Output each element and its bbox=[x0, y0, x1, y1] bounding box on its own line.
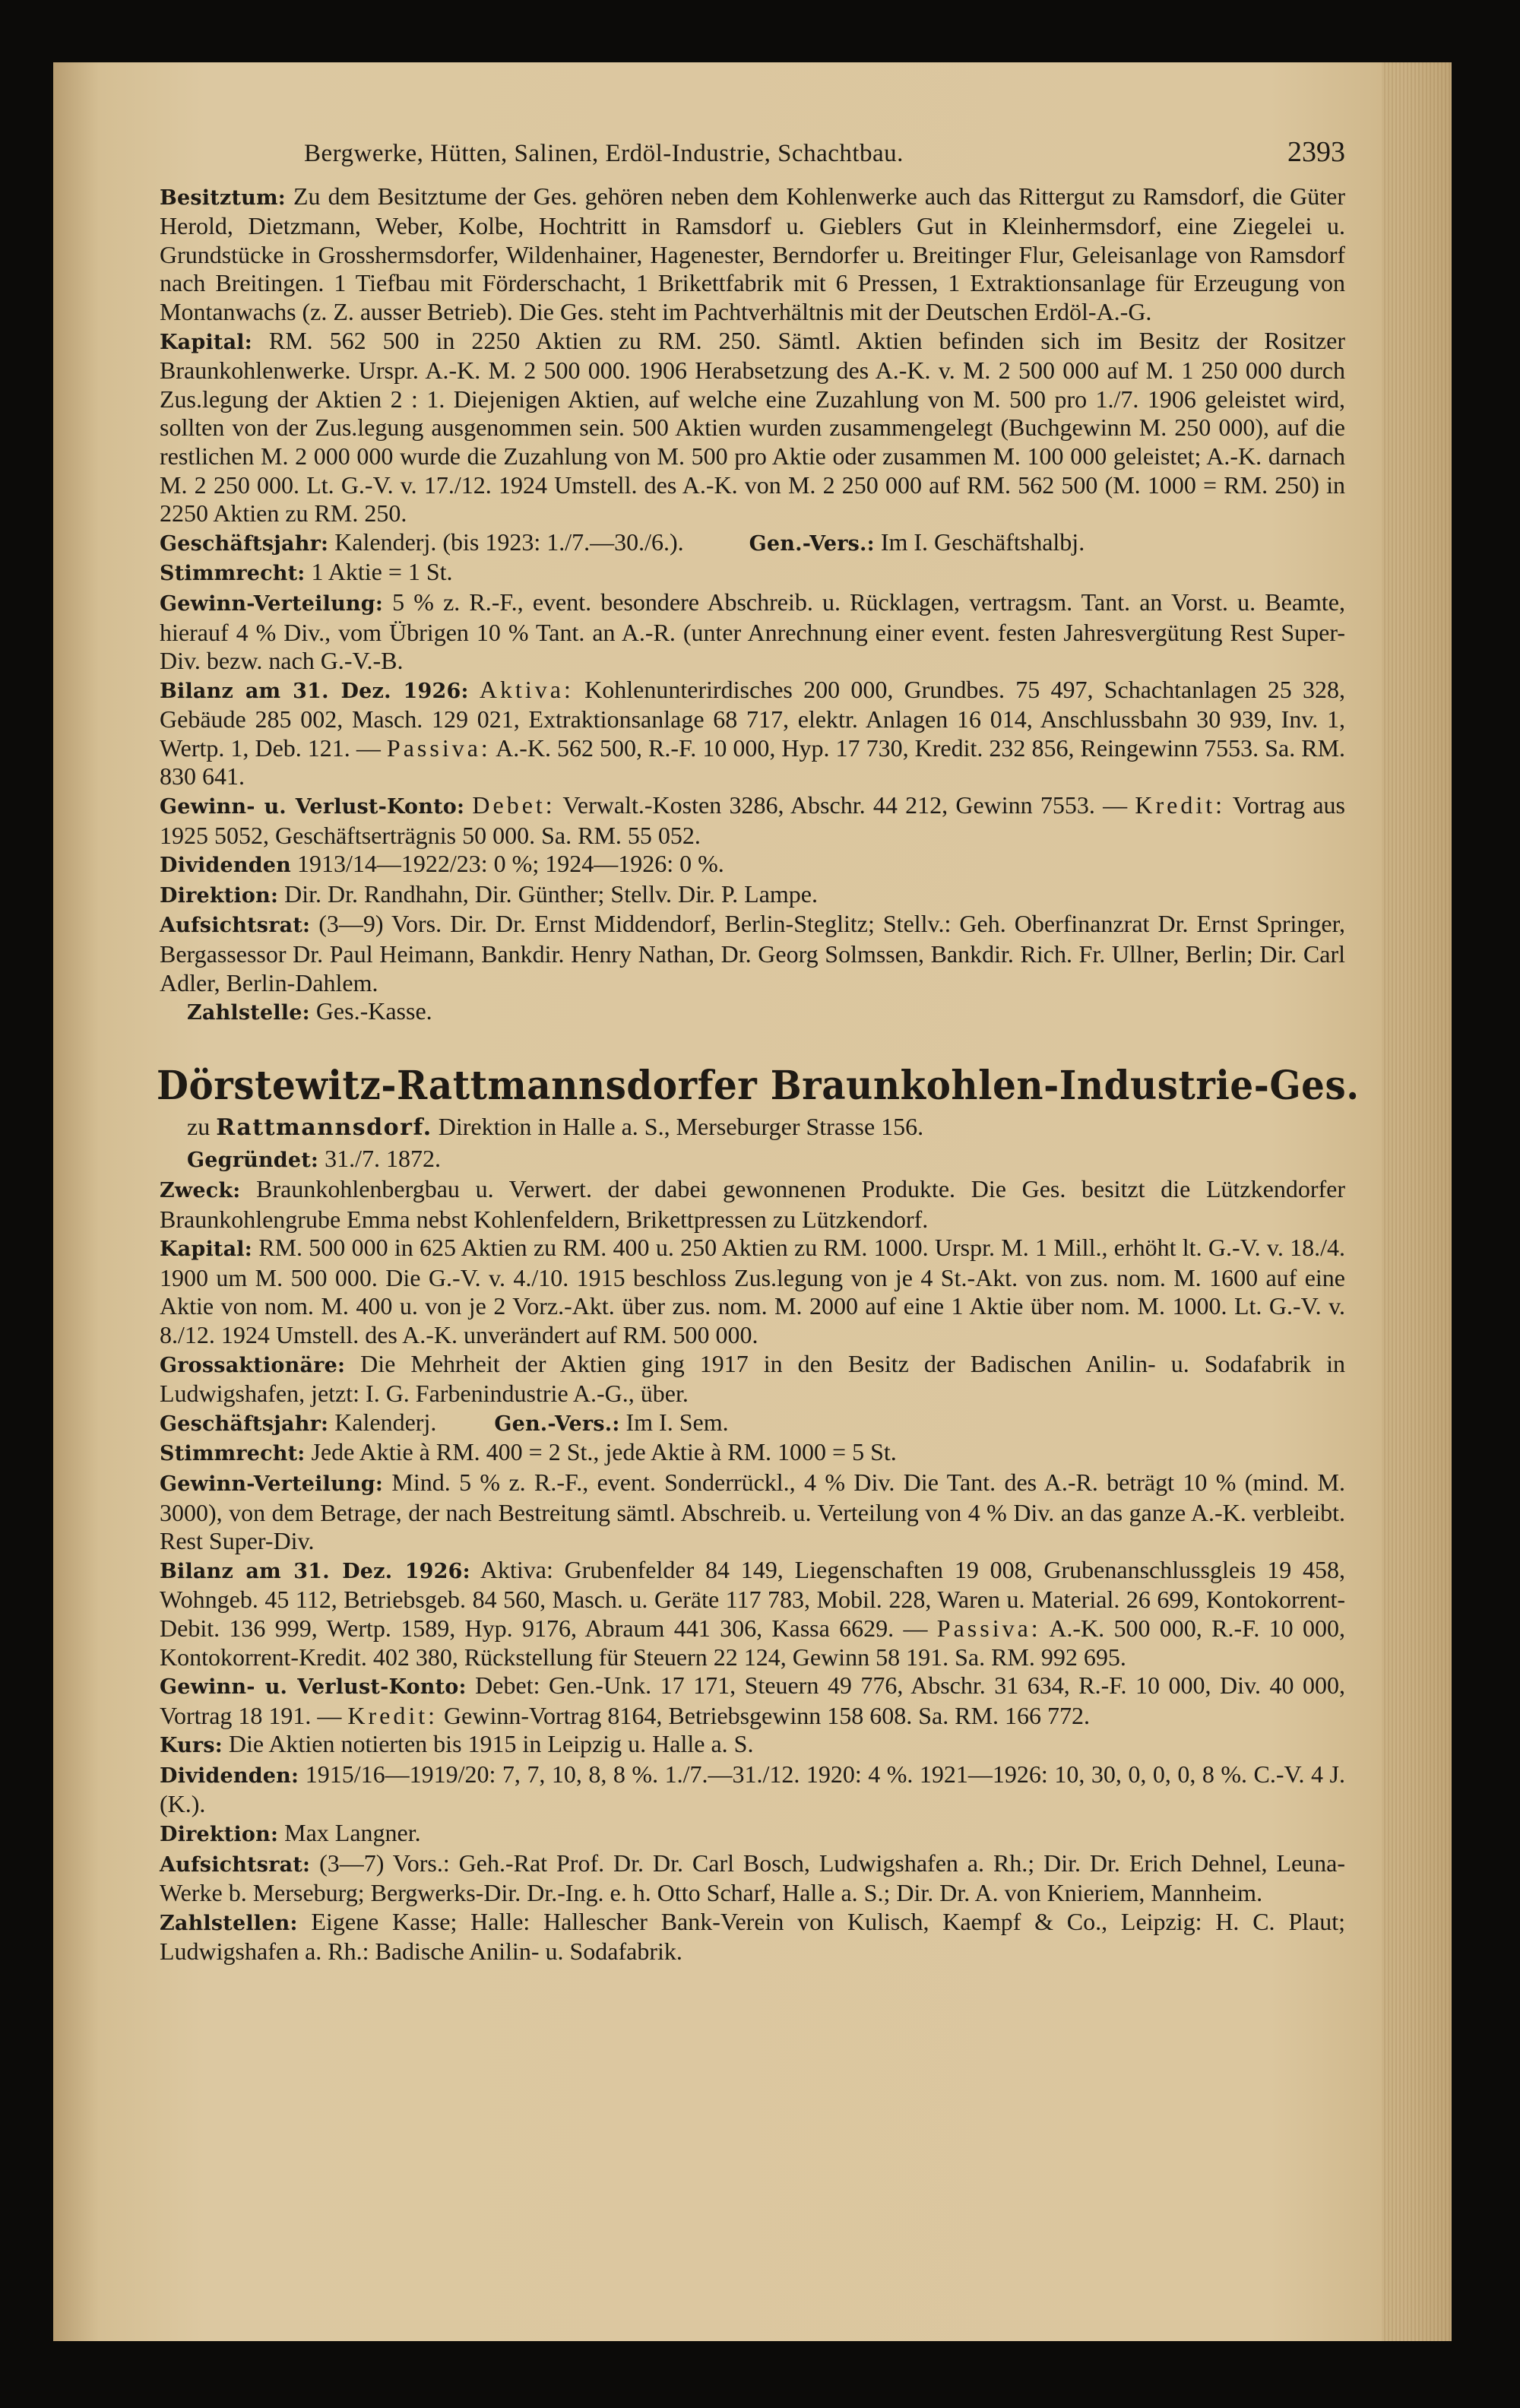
direktion2-text: Max Langner. bbox=[284, 1819, 421, 1847]
zweck-label: Zweck: bbox=[160, 1179, 241, 1202]
dividenden-label: Dividenden bbox=[160, 854, 291, 878]
zweck-text: Braunkohlenbergbau u. Verwert. der dabei gewonnenen Produkte. Die Ges. besitzt die Lützkendorfer Braunkohlengrube Emma nebst Kohlenfeldern, Brikettpressen zu Lützkendorf. bbox=[160, 1175, 1346, 1233]
geschaeftsjahr2-text: Kalenderj. bbox=[334, 1408, 437, 1436]
stimmrecht-text: 1 Aktie = 1 St. bbox=[311, 558, 453, 586]
dividenden2-label: Dividenden: bbox=[160, 1763, 299, 1788]
guv2-label: Gewinn- u. Verlust-Konto: bbox=[160, 1675, 467, 1700]
aktiva-text: Kohlenunterirdisches 200 000, Grundbes. 75 497, Schachtanlagen 25 328, Gebäude 285 002, Masch. 129 021, Extraktionsanlage 68 717, elektr. Anlagen 16 014, Anschlussbahn 30 939, Inv. 1, Wertp. 1, Deb. 121. — bbox=[160, 675, 1346, 762]
guv2-paragraph bbox=[160, 1671, 1345, 1730]
aufsichtsrat-label: Aufsichtsrat: bbox=[160, 914, 311, 938]
genvers-label: Gen.-Vers.: bbox=[749, 531, 875, 556]
debet2-text: Gen.-Unk. 17 171, Steuern 49 776, Abschr. 31 634, R.-F. 10 000, Div. 40 000, Vortrag 18 191. — bbox=[160, 1671, 1346, 1729]
grossaktionaere-text: Die Mehrheit der Aktien ging 1917 in den Besitz der Badischen Anilin- u. Sodafabrik in Ludwigshafen, jetzt: I. G. Farbenindustrie A.-G., über. bbox=[160, 1349, 1346, 1408]
kapital-label: Kapital: bbox=[160, 330, 252, 354]
stimmrecht2-label: Stimmrecht: bbox=[160, 1442, 306, 1466]
kapital-text: RM. 562 500 in 2250 Aktien zu RM. 250. Sämtl. Aktien befinden sich im Besitz der Rositzer Braunkohlenwerke. Urspr. A.-K. M. 2 500 000. 1906 Herabsetzung des A.-K. v. M. 2 500 000 auf M. 1 250 000 durch Zus.legung der Aktien 2 : 1. Diejenigen Aktien, auf welche eine Zuzahlung von M. 500 pro 1./7. 1906 geleistet wird, sollten von der Zus.legung ausgenommen sein. 500 Aktien wurden zusammengelegt (Buchgewinn M. 250 000), auf die restlichen M. 2 000 000 wurde die Zuzahlung von M. 500 pro Aktie oder zusammen M. 100 000 geleistet; A.-K. darnach M. 2 250 000. Lt. G.-V. v. 17./12. 1924 Umstell. des A.-K. von M. 2 250 000 auf RM. 562 500 (M. 1000 = RM. 250) in 2250 Aktien zu RM. 250. bbox=[160, 326, 1346, 528]
aufsichtsrat-text: (3—9) Vors. Dir. Dr. Ernst Middendorf, Berlin-Steglitz; Stellv.: Geh. Oberfinanzrat Dr. Ernst Springer, Bergassessor Dr. Paul Heimann, Bankdir. Henry Nathan, Dr. Georg Solmssen, Bankdir. Rich. Fr. Ullner, Berlin; Dir. Carl Adler, Berlin-Dahlem. bbox=[160, 910, 1346, 996]
aufsichtsrat2-label: Aufsichtsrat: bbox=[160, 1852, 311, 1877]
book-page bbox=[53, 62, 1452, 2341]
kredit-text: Vortrag aus 1925 5052, Geschäftserträgnis 50 000. Sa. RM. 55 052. bbox=[160, 791, 1345, 849]
besitztum-label: Besitztum: bbox=[160, 185, 286, 210]
dividenden-text: 1913/14—1922/23: 0 %; 1924—1926: 0 %. bbox=[297, 850, 724, 878]
besitztum-paragraph bbox=[160, 182, 1345, 327]
kapital2-text: RM. 500 000 in 625 Aktien zu RM. 400 u. 250 Aktien zu RM. 1000. Urspr. M. 1 Mill., erhöht lt. G.-V. v. 18./4. 1900 um M. 500 000. Die G.-V. v. 4./10. 1915 beschloss Zus.legung von je 4 St.-Akt. von zus. nom. M. 1600 auf eine Aktie von nom. M. 400 u. von je 2 Vorz.-Akt. über zus. nom. M. 2000 auf eine 1 Aktie über nom. M. 1000. Lt. G.-V. v. 8./12. 1924 Umstell. des A.-K. unverändert auf RM. 500 000. bbox=[160, 1234, 1346, 1348]
page-header bbox=[160, 138, 1345, 169]
bilanz-paragraph bbox=[160, 676, 1345, 791]
page-content bbox=[157, 136, 1360, 1966]
grossaktionaere-paragraph bbox=[160, 1350, 1345, 1408]
passiva2-label: Passiva: bbox=[936, 1614, 1041, 1642]
passiva-label: Passiva: bbox=[386, 733, 491, 762]
location-prefix: zu bbox=[187, 1112, 211, 1140]
kapital2-paragraph bbox=[160, 1234, 1345, 1349]
bilanz2-label: Bilanz am 31. Dez. 1926: bbox=[160, 1559, 470, 1583]
genvers-text: Im I. Geschäftshalbj. bbox=[880, 528, 1085, 556]
gewinn2-paragraph bbox=[160, 1469, 1345, 1556]
page-edge-shading bbox=[1382, 62, 1452, 2341]
kapital2-label: Kapital: bbox=[160, 1237, 252, 1262]
aktiva-label: Aktiva: bbox=[479, 675, 574, 703]
aktiva2-label: Aktiva: bbox=[480, 1555, 553, 1583]
guv-paragraph bbox=[160, 791, 1345, 850]
dividenden2-text: 1915/16—1919/20: 7, 7, 10, 8, 8 %. 1./7.—31./12. 1920: 4 %. 1921—1926: 10, 30, 0, 0, 0, 8 %. C.-V. 4 J. (K.). bbox=[160, 1760, 1346, 1818]
grossaktionaere-label: Grossaktionäre: bbox=[160, 1353, 346, 1377]
aktiva2-text: Grubenfelder 84 149, Liegenschaften 19 008, Grubenanschlussgleis 19 458, Wohngeb. 45 112, Betriebsgeb. 84 560, Masch. u. Geräte 117 783, Mobil. 228, Waren u. Material. 26 699, Kontokorrent-Debit. 136 999, Wertp. 1589, Hyp. 9176, Abraum 441 306, Kassa 6629. — bbox=[160, 1555, 1346, 1642]
besitztum-text: Zu dem Besitztume der Ges. gehören neben dem Kohlenwerke auch das Rittergut zu Ramsdorf, die Güter Herold, Dietzmann, Weber, Kolbe, Hochtritt in Ramsdorf u. Gieblers Gut in Kleinhermsdorf, eine Ziegelei u. Grundstücke in Grosshermsdorfer, Wildenhainer, Hagenester, Berndorfer u. Breitinger Flur, Geleisanlage von Ramsdorf nach Breitingen. 1 Tiefbau mit Förderschacht, 1 Brikettfabrik mit 6 Pressen, 1 Extraktionsanlage für Erzeugung von Montanwachs (z. Z. ausser Betrieb). Die Ges. steht im Pachtverhältnis mit der Deutschen Erdöl-A.-G. bbox=[160, 182, 1346, 325]
gewinn-text: 5 % z. R.-F., event. besondere Abschreib. u. Rücklagen, vertragsm. Tant. an Vorst. u. Beamte, hierauf 4 % Div., vom Übrigen 10 % Tant. an A.-R. (unter Anrechnung einer event. festen Jahresvergütung Rest Super-Div. bezw. nach G.-V.-B. bbox=[160, 588, 1346, 675]
zweck-paragraph bbox=[160, 1175, 1345, 1234]
aufsichtsrat-paragraph bbox=[160, 910, 1345, 997]
kredit-label: Kredit: bbox=[1135, 791, 1226, 819]
location-line bbox=[187, 1113, 1345, 1142]
zahlstelle-text: Ges.-Kasse. bbox=[315, 997, 432, 1025]
running-title: Bergwerke, Hütten, Salinen, Erdöl-Industrie, Schachtbau. bbox=[304, 140, 904, 167]
genvers2-text: Im I. Sem. bbox=[625, 1408, 729, 1436]
entry-doerstewitz bbox=[160, 1145, 1345, 1966]
kurs-paragraph bbox=[160, 1730, 1345, 1760]
kapital-paragraph bbox=[160, 327, 1345, 528]
zahlstelle-label: Zahlstelle: bbox=[187, 1001, 310, 1025]
dividenden-paragraph bbox=[160, 850, 1345, 880]
entry-continued bbox=[160, 182, 1345, 1028]
gewinn-label: Gewinn-Verteilung: bbox=[160, 591, 383, 616]
bilanz2-paragraph bbox=[160, 1556, 1345, 1671]
zahlstellen-label: Zahlstellen: bbox=[160, 1911, 298, 1935]
debet2-label: Debet: bbox=[475, 1671, 540, 1700]
debet-text: Verwalt.-Kosten 3286, Abschr. 44 212, Gewinn 7553. — bbox=[562, 791, 1128, 819]
direktion-paragraph bbox=[160, 880, 1345, 911]
stimmrecht-label: Stimmrecht: bbox=[160, 562, 306, 586]
zahlstelle-paragraph bbox=[160, 997, 1345, 1028]
geschaeftsjahr-paragraph bbox=[160, 528, 1345, 559]
zahlstellen-paragraph bbox=[160, 1908, 1345, 1966]
kredit2-label: Kredit: bbox=[347, 1701, 439, 1729]
geschaeftsjahr-text: Kalenderj. (bis 1923: 1./7.—30./6.). bbox=[334, 528, 684, 556]
passiva-text: A.-K. 562 500, R.-F. 10 000, Hyp. 17 730, Kredit. 232 856, Reingewinn 7553. Sa. RM. 830 641. bbox=[160, 733, 1346, 791]
gewinn2-label: Gewinn-Verteilung: bbox=[160, 1472, 383, 1496]
guv-label: Gewinn- u. Verlust-Konto: bbox=[160, 795, 465, 819]
stimmrecht2-text: Jede Aktie à RM. 400 = 2 St., jede Aktie à RM. 1000 = 5 St. bbox=[311, 1438, 897, 1466]
gegruendet-text: 31./7. 1872. bbox=[325, 1145, 441, 1173]
location-place: Rattmannsdorf. bbox=[216, 1114, 432, 1141]
direktion-label: Direktion: bbox=[160, 883, 279, 908]
aufsichtsrat2-paragraph bbox=[160, 1849, 1345, 1908]
location-text: Direktion in Halle a. S., Merseburger Strasse 156. bbox=[438, 1112, 924, 1140]
aufsichtsrat2-text: (3—7) Vors.: Geh.-Rat Prof. Dr. Dr. Carl Bosch, Ludwigshafen a. Rh.; Dir. Dr. Erich Dehnel, Leuna-Werke b. Merseburg; Bergwerks-Dir. Dr.-Ing. e. h. Otto Scharf, Halle a. S.; Dir. Dr. A. von Knieriem, Mannheim. bbox=[160, 1849, 1346, 1907]
gegruendet-label: Gegründet: bbox=[187, 1149, 319, 1173]
passiva2-text: A.-K. 500 000, R.-F. 10 000, Kontokorrent-Kredit. 402 380, Rückstellung für Steuern 22 124, Gewinn 58 191. Sa. RM. 992 695. bbox=[160, 1614, 1345, 1671]
geschaeftsjahr-label: Geschäftsjahr: bbox=[160, 531, 329, 556]
company-title: Dörstewitz-Rattmannsdorfer Braunkohlen-Industrie-Ges. bbox=[157, 1062, 1360, 1109]
debet-label: Debet: bbox=[472, 791, 556, 819]
geschaeftsjahr2-label: Geschäftsjahr: bbox=[160, 1412, 329, 1436]
direktion2-paragraph bbox=[160, 1819, 1345, 1849]
kurs-label: Kurs: bbox=[160, 1734, 223, 1758]
direktion2-label: Direktion: bbox=[160, 1823, 279, 1847]
bilanz-label: Bilanz am 31. Dez. 1926: bbox=[160, 679, 469, 703]
genvers2-label: Gen.-Vers.: bbox=[494, 1412, 620, 1436]
zahlstellen-text: Eigene Kasse; Halle: Hallescher Bank-Verein von Kulisch, Kaempf & Co., Leipzig: H. C. Plaut; Ludwigshafen a. Rh.: Badische Anilin- u. Sodafabrik. bbox=[160, 1907, 1346, 1966]
kurs-text: Die Aktien notierten bis 1915 in Leipzig u. Halle a. S. bbox=[228, 1730, 754, 1758]
stimmrecht-paragraph bbox=[160, 558, 1345, 588]
gewinn-paragraph bbox=[160, 588, 1345, 676]
direktion-text: Dir. Dr. Randhahn, Dir. Günther; Stellv. Dir. P. Lampe. bbox=[284, 879, 818, 908]
dividenden2-paragraph bbox=[160, 1760, 1345, 1819]
kredit2-text: Gewinn-Vortrag 8164, Betriebsgewinn 158 608. Sa. RM. 166 772. bbox=[444, 1701, 1091, 1729]
stimmrecht2-paragraph bbox=[160, 1438, 1345, 1469]
page-number: 2393 bbox=[1287, 136, 1345, 168]
gegruendet-paragraph bbox=[160, 1145, 1345, 1175]
geschaeftsjahr2-paragraph bbox=[160, 1408, 1345, 1439]
gewinn2-text: Mind. 5 % z. R.-F., event. Sonderrückl., 4 % Div. Die Tant. des A.-R. beträgt 10 % (mind. M. 3000), von dem Betrage, der nach Bestreitung sämtl. Abschreib. u. Verteilung von 4 % Div. an das ganze A.-K. verbleibt. Rest Super-Div. bbox=[160, 1468, 1346, 1555]
